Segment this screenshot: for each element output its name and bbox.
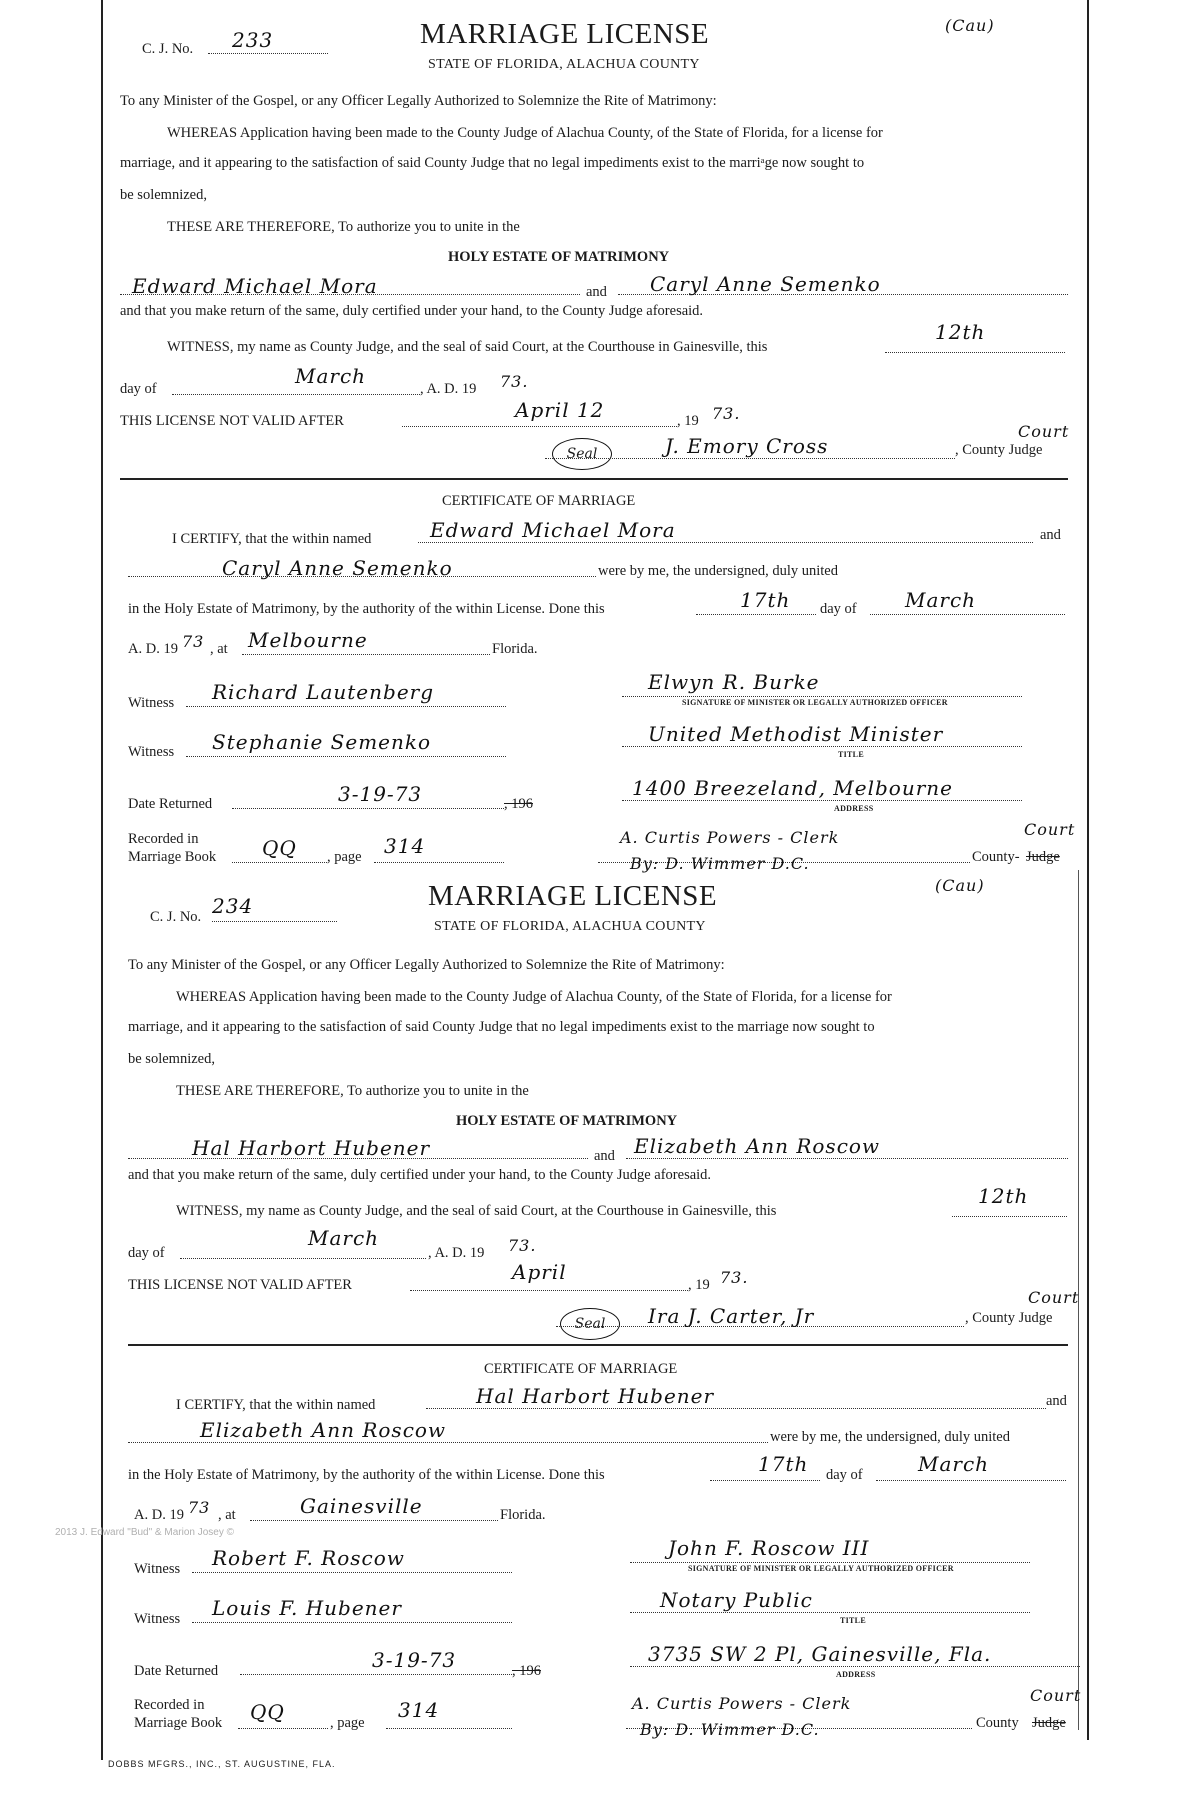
license-subtitle: STATE OF FLORIDA, ALACHUA COUNTY — [428, 57, 700, 72]
cj-label: C. J. No. — [142, 41, 194, 57]
frame-left-border — [101, 0, 103, 1760]
clerk-signature: A. Curtis Powers - Clerk — [632, 1694, 852, 1713]
day-of-2: day of — [826, 1467, 863, 1483]
page-value: 314 — [384, 834, 426, 858]
ad-label: , A. D. 19 — [420, 381, 477, 397]
done-day-line — [710, 1480, 820, 1481]
done-day-line — [696, 614, 816, 615]
ad-2: A. D. 19 — [128, 641, 178, 657]
page-line — [386, 1728, 512, 1729]
witness-day: 12th — [978, 1184, 1029, 1208]
done-day: 17th — [740, 588, 791, 612]
whereas-line-1: WHEREAS Application having been made to the County Judge of Alachua County, of the State of Florida, for a license for — [167, 125, 883, 141]
witness1-line — [192, 1572, 512, 1573]
witness1-line — [186, 706, 506, 707]
at-label: , at — [218, 1507, 236, 1523]
i-certify: I CERTIFY, that the within named — [176, 1397, 376, 1413]
court-note: Court — [1018, 422, 1070, 441]
judge-struck: Judge — [1032, 1715, 1066, 1731]
page-label: , page — [330, 1715, 365, 1731]
license-subtitle: STATE OF FLORIDA, ALACHUA COUNTY — [434, 919, 706, 934]
holy-estate-heading: HOLY ESTATE OF MATRIMONY — [456, 1113, 678, 1129]
not-valid-date: April — [512, 1260, 567, 1284]
license-month: March — [295, 364, 367, 388]
cj-number: 234 — [212, 894, 254, 918]
not-valid-19: , 19 — [688, 1277, 710, 1293]
cert-and: and — [1046, 1393, 1067, 1409]
date-returned-label: Date Returned — [128, 796, 213, 812]
marriage-place: Gainesville — [300, 1494, 423, 1518]
title-caption: TITLE — [840, 1616, 866, 1625]
were-by-me: were by me, the undersigned, duly united — [770, 1429, 1010, 1445]
license-year: 73. — [508, 1236, 537, 1255]
witness-text: WITNESS, my name as County Judge, and the seal of said Court, at the Courthouse in Gainesville, this — [167, 339, 768, 355]
to-any-minister: To any Minister of the Gospel, or any Officer Legally Authorized to Solemnize the Rite of Matrimony: — [128, 957, 725, 973]
officer-caption: SIGNATURE OF MINISTER OR LEGALLY AUTHORIZED OFFICER — [688, 1564, 954, 1573]
cj-label: C. J. No. — [150, 909, 202, 925]
these-are-therefore: THESE ARE THEREFORE, To authorize you to unite in the — [167, 219, 520, 235]
not-valid-year: 73. — [712, 404, 741, 423]
done-month-line — [870, 614, 1065, 615]
copyright-watermark: 2013 J. Edward "Bud" & Marion Josey © — [55, 1527, 234, 1538]
court-note-2: Court — [1024, 820, 1076, 839]
cert-and: and — [1040, 527, 1061, 543]
address-line — [622, 800, 1022, 801]
county-label: County — [976, 1715, 1019, 1731]
certificate-title: CERTIFICATE OF MARRIAGE — [484, 1361, 678, 1377]
court-note: Court — [1028, 1288, 1080, 1307]
witness2-line — [186, 756, 506, 757]
and-word: and — [586, 284, 607, 300]
book-line — [238, 1728, 328, 1729]
address-caption: ADDRESS — [834, 804, 874, 813]
cj-number: 233 — [232, 28, 274, 52]
witness-text: WITNESS, my name as County Judge, and the seal of said Court, at the Courthouse in Gainesville, this — [176, 1203, 777, 1219]
bride-name: Elizabeth Ann Roscow — [634, 1134, 881, 1158]
done-year: 73 — [182, 632, 205, 651]
cert-groom: Hal Harbort Hubener — [476, 1384, 715, 1408]
court-seal: Seal — [560, 1308, 620, 1340]
cj-number-line — [208, 53, 328, 54]
whereas-line-1: WHEREAS Application having been made to the County Judge of Alachua County, of the State of Florida, for a license for — [176, 989, 892, 1005]
judge-struck: Judge — [1026, 849, 1060, 865]
book-value: QQ — [250, 1700, 285, 1724]
title-caption: TITLE — [838, 750, 864, 759]
witness-day: 12th — [935, 320, 986, 344]
judge-signature: Ira J. Carter, Jr — [648, 1304, 815, 1328]
done-month: March — [905, 588, 977, 612]
page-line — [374, 862, 504, 863]
not-valid-line — [402, 426, 677, 427]
frame-right-border — [1087, 0, 1089, 1740]
witness2-signature: Stephanie Semenko — [212, 730, 432, 754]
witness-label-2: Witness — [134, 1611, 181, 1627]
officer-title: United Methodist Minister — [648, 722, 944, 746]
done-month: March — [918, 1452, 990, 1476]
book-value: QQ — [262, 836, 297, 860]
cj-number-line — [212, 921, 337, 922]
license-year: 73. — [500, 372, 529, 391]
bride-name: Caryl Anne Semenko — [650, 272, 881, 296]
page-label: , page — [327, 849, 362, 865]
cert-groom: Edward Michael Mora — [430, 518, 676, 542]
license-title: MARRIAGE LICENSE — [428, 880, 718, 912]
corner-note: (Cau) — [945, 16, 995, 35]
recorded-in: Recorded in — [134, 1697, 205, 1713]
officer-title-line — [630, 1612, 1030, 1613]
not-valid-19: , 19 — [677, 413, 699, 429]
witness-label-2: Witness — [128, 744, 175, 760]
officer-signature: Elwyn R. Burke — [648, 670, 820, 694]
witness-label-1: Witness — [134, 1561, 181, 1577]
holy-done: in the Holy Estate of Matrimony, by the authority of the within License. Done this — [128, 601, 605, 617]
date-196: , 196 — [504, 796, 533, 812]
not-valid-year: 73. — [720, 1268, 749, 1287]
these-are-therefore: THESE ARE THEREFORE, To authorize you to unite in the — [176, 1083, 529, 1099]
ad-2: A. D. 19 — [134, 1507, 184, 1523]
witness1-signature: Richard Lautenberg — [212, 680, 435, 704]
recorded-in: Recorded in — [128, 831, 199, 847]
were-by-me: were by me, the undersigned, duly united — [598, 563, 838, 579]
county-judge-label: , County Judge — [955, 442, 1043, 458]
month-line — [180, 1258, 426, 1259]
date-196: , 196 — [512, 1663, 541, 1679]
cert-groom-line — [418, 542, 1033, 543]
county-label: County- — [972, 849, 1020, 865]
page-value: 314 — [398, 1698, 440, 1722]
marriage-book-label: Marriage Book — [128, 849, 217, 865]
cert-bride: Elizabeth Ann Roscow — [200, 1418, 447, 1442]
county-judge-label: , County Judge — [965, 1310, 1053, 1326]
cert-groom-line — [426, 1408, 1046, 1409]
witness2-line — [192, 1622, 512, 1623]
corner-note: (Cau) — [935, 876, 985, 895]
judge-signature-line — [545, 458, 955, 459]
deputy-signature: By: D. Wimmer D.C. — [640, 1720, 820, 1739]
witness-day-line — [885, 352, 1065, 353]
not-valid-line — [410, 1290, 688, 1291]
date-returned-label: Date Returned — [134, 1663, 219, 1679]
holy-estate-heading: HOLY ESTATE OF MATRIMONY — [448, 249, 670, 265]
done-day: 17th — [758, 1452, 809, 1476]
officer-title-line — [622, 746, 1022, 747]
deputy-signature: By: D. Wimmer D.C. — [630, 854, 810, 873]
book-line — [232, 862, 327, 863]
to-any-minister: To any Minister of the Gospel, or any Officer Legally Authorized to Solemnize the Rite of Matrimony: — [120, 93, 717, 109]
court-seal: Seal — [552, 438, 612, 470]
holy-done: in the Holy Estate of Matrimony, by the authority of the within License. Done this — [128, 1467, 605, 1483]
place-line — [242, 654, 490, 655]
cert-bride: Caryl Anne Semenko — [222, 556, 453, 580]
date-returned: 3-19-73 — [338, 782, 423, 806]
at-label: , at — [210, 641, 228, 657]
officer-signature-line — [622, 696, 1022, 697]
address-caption: ADDRESS — [836, 1670, 876, 1679]
not-valid-date: April 12 — [515, 398, 605, 422]
done-month-line — [876, 1480, 1066, 1481]
date-returned: 3-19-73 — [372, 1648, 457, 1672]
date-returned-line — [240, 1674, 512, 1675]
and-word: and — [594, 1148, 615, 1164]
witness-label-1: Witness — [128, 695, 175, 711]
month-line — [172, 394, 420, 395]
court-note-2: Court — [1030, 1686, 1082, 1705]
groom-name: Edward Michael Mora — [132, 274, 378, 298]
section-divider — [128, 1344, 1068, 1346]
bride-line — [626, 1158, 1068, 1159]
officer-title: Notary Public — [660, 1588, 813, 1612]
officer-signature-line — [630, 1562, 1030, 1563]
done-year: 73 — [188, 1498, 211, 1517]
whereas-line-3: be solemnized, — [120, 187, 207, 203]
judge-signature: J. Emory Cross — [665, 434, 829, 458]
clerk-signature: A. Curtis Powers - Clerk — [620, 828, 840, 847]
marriage-book-label: Marriage Book — [134, 1715, 223, 1731]
florida-label: Florida. — [492, 641, 538, 657]
florida-label: Florida. — [500, 1507, 546, 1523]
witness-day-line — [952, 1216, 1067, 1217]
officer-address: 3735 SW 2 Pl, Gainesville, Fla. — [648, 1642, 992, 1666]
day-of-2: day of — [820, 601, 857, 617]
day-of-label: day of — [120, 381, 157, 397]
return-text: and that you make return of the same, duly certified under your hand, to the County Judge aforesaid. — [128, 1167, 712, 1183]
date-returned-line — [232, 808, 504, 809]
i-certify: I CERTIFY, that the within named — [172, 531, 372, 547]
officer-caption: SIGNATURE OF MINISTER OR LEGALLY AUTHORIZED OFFICER — [682, 698, 948, 707]
whereas-line-2: marriage, and it appearing to the satisfaction of said County Judge that no legal impediments exist to the marriage now sought to — [128, 1019, 875, 1035]
address-line — [630, 1666, 1080, 1667]
groom-name: Hal Harbort Hubener — [192, 1136, 431, 1160]
marriage-place: Melbourne — [248, 628, 368, 652]
printer-footer: DOBBS MFGRS., INC., ST. AUGUSTINE, FLA. — [108, 1759, 336, 1769]
witness2-signature: Louis F. Hubener — [212, 1596, 402, 1620]
not-valid-after: THIS LICENSE NOT VALID AFTER — [120, 413, 344, 429]
day-of-label: day of — [128, 1245, 165, 1261]
certificate-title: CERTIFICATE OF MARRIAGE — [442, 493, 636, 509]
ad-label: , A. D. 19 — [428, 1245, 485, 1261]
license-month: March — [308, 1226, 380, 1250]
place-line — [250, 1520, 498, 1521]
witness1-signature: Robert F. Roscow — [212, 1546, 405, 1570]
license-title: MARRIAGE LICENSE — [420, 18, 710, 50]
officer-address: 1400 Breezeland, Melbourne — [632, 776, 953, 800]
whereas-line-2: marriage, and it appearing to the satisfaction of said County Judge that no legal impediments exist to the marriᵃge now sought to — [120, 155, 865, 171]
cert-bride-line — [128, 1442, 768, 1443]
return-text: and that you make return of the same, duly certified under your hand, to the County Judge aforesaid. — [120, 303, 704, 319]
not-valid-after: THIS LICENSE NOT VALID AFTER — [128, 1277, 352, 1293]
officer-signature: John F. Roscow III — [668, 1536, 870, 1560]
section-divider — [120, 478, 1068, 480]
whereas-line-3: be solemnized, — [128, 1051, 215, 1067]
